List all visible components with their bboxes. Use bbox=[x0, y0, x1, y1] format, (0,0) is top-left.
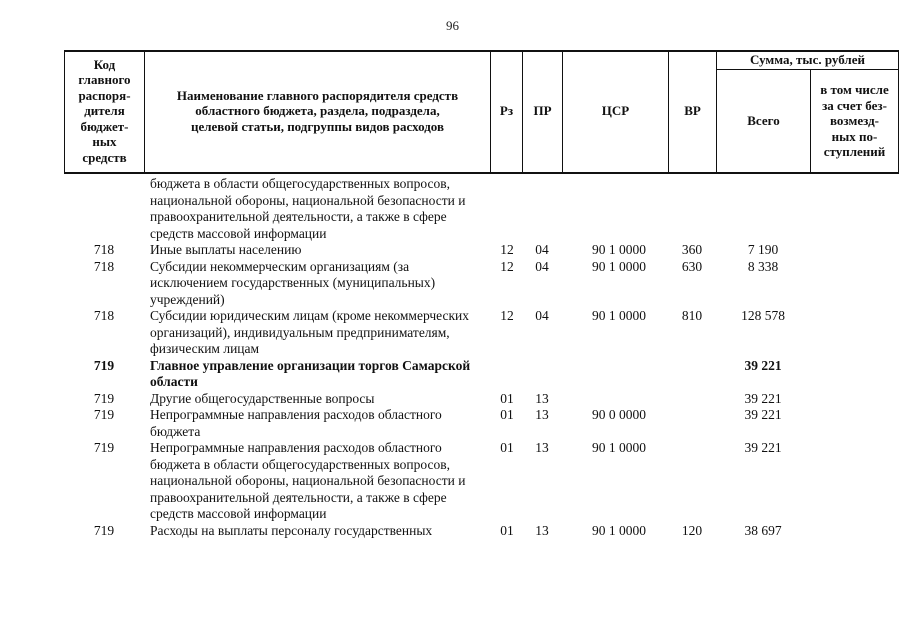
cell-name: Субсидии некоммерческим организациям (за исключением государственных (муниципальных) учреждений) bbox=[150, 258, 436, 307]
cell-total: 39 221 bbox=[744, 390, 782, 406]
cell-name: Субсидии юридическим лицам (кроме некоммерческих организаций), индивидуальным предпринимателям, физическим лицам bbox=[150, 308, 470, 356]
cell-name: Другие общегосударственные вопросы bbox=[150, 390, 375, 406]
cell-csr: 90 1 0000 bbox=[592, 308, 646, 323]
header-name: Наименование главного распорядителя средств областного бюджета, раздела, подраздела, целевой статьи, подгруппы видов расходов bbox=[176, 87, 459, 134]
header-vr: ВР bbox=[684, 103, 701, 119]
cell-rz: 12 bbox=[500, 308, 514, 323]
cell-name: Иные выплаты населению bbox=[150, 242, 302, 257]
cell-csr: 90 0 0000 bbox=[592, 407, 646, 422]
cell-pr: 04 bbox=[535, 308, 549, 323]
cell-name: Главное управление организации торгов Самарской области bbox=[150, 357, 471, 389]
header-code: Код главного распоря- дителя бюджет- ных средств bbox=[78, 56, 131, 165]
cell-rz: 12 bbox=[500, 242, 514, 257]
page-number: 96 bbox=[446, 18, 459, 33]
header-sum: Сумма, тыс. рублей bbox=[750, 51, 865, 67]
cell-name: бюджета в области общегосударственных вопросов, национальной обороны, национальной безопасности и правоохранительной деятельности, а также в сфере средств массовой информации bbox=[150, 176, 466, 241]
table-row bbox=[64, 523, 899, 540]
cell-total: 39 221 bbox=[744, 407, 782, 422]
header-rz: Рз bbox=[499, 103, 514, 119]
cell-code: 719 bbox=[93, 407, 115, 422]
cell-vr: 810 bbox=[681, 308, 703, 323]
cell-code: 718 bbox=[93, 308, 115, 323]
header-pr: ПР bbox=[533, 103, 552, 119]
cell-rz: 01 bbox=[500, 522, 514, 538]
cell-total: 128 578 bbox=[741, 308, 785, 323]
header-vline bbox=[898, 50, 899, 174]
cell-total: 39 221 bbox=[744, 440, 782, 455]
cell-total: 7 190 bbox=[747, 242, 779, 257]
cell-rz: 01 bbox=[500, 407, 514, 422]
cell-rz: 01 bbox=[500, 390, 514, 406]
table-row bbox=[64, 242, 899, 259]
cell-pr: 04 bbox=[535, 242, 549, 257]
cell-pr: 13 bbox=[535, 407, 549, 422]
cell-pr: 13 bbox=[535, 522, 549, 538]
table-row bbox=[64, 358, 899, 391]
table-row bbox=[64, 440, 899, 523]
cell-code: 719 bbox=[93, 357, 115, 373]
cell-code: 719 bbox=[93, 440, 115, 455]
cell-rz: 12 bbox=[500, 258, 514, 274]
cell-vr: 360 bbox=[681, 242, 703, 257]
cell-name: Непрограммные направления расходов областного бюджета bbox=[150, 407, 442, 439]
cell-csr: 90 1 0000 bbox=[592, 258, 646, 274]
cell-code: 718 bbox=[93, 258, 115, 274]
cell-vr: 630 bbox=[681, 258, 703, 274]
table-row bbox=[64, 308, 899, 358]
cell-rz: 01 bbox=[500, 440, 514, 455]
cell-name: Непрограммные направления расходов областного бюджета в области общегосударственных вопросов, национальной обороны, национальной безопасности и правоохранительной деятельности, а также в сфере средств массовой информации bbox=[150, 440, 466, 521]
cell-code: 719 bbox=[93, 522, 115, 538]
table-row bbox=[64, 391, 899, 408]
cell-pr: 13 bbox=[535, 390, 549, 406]
header-total: Всего bbox=[747, 113, 780, 129]
table-row bbox=[64, 259, 899, 309]
cell-code: 718 bbox=[93, 242, 115, 257]
cell-csr: 90 1 0000 bbox=[592, 242, 646, 257]
cell-total: 39 221 bbox=[744, 357, 782, 373]
cell-pr: 04 bbox=[535, 258, 549, 274]
header-csr: ЦСР bbox=[601, 103, 630, 119]
cell-total: 38 697 bbox=[744, 522, 782, 538]
cell-csr: 90 1 0000 bbox=[592, 522, 646, 538]
table-row bbox=[64, 407, 899, 440]
cell-name: Расходы на выплаты персоналу государственных bbox=[150, 522, 433, 538]
header-incl: в том числе за счет без- возмезд- ных по- ступлений bbox=[820, 82, 889, 160]
cell-code: 719 bbox=[93, 390, 115, 406]
table-row bbox=[64, 176, 899, 242]
cell-vr: 120 bbox=[681, 522, 703, 538]
cell-total: 8 338 bbox=[747, 258, 779, 274]
header-bottom-rule bbox=[64, 172, 899, 174]
table-header bbox=[64, 50, 899, 174]
cell-csr: 90 1 0000 bbox=[592, 440, 646, 455]
cell-pr: 13 bbox=[535, 440, 549, 455]
table-body bbox=[64, 176, 899, 539]
